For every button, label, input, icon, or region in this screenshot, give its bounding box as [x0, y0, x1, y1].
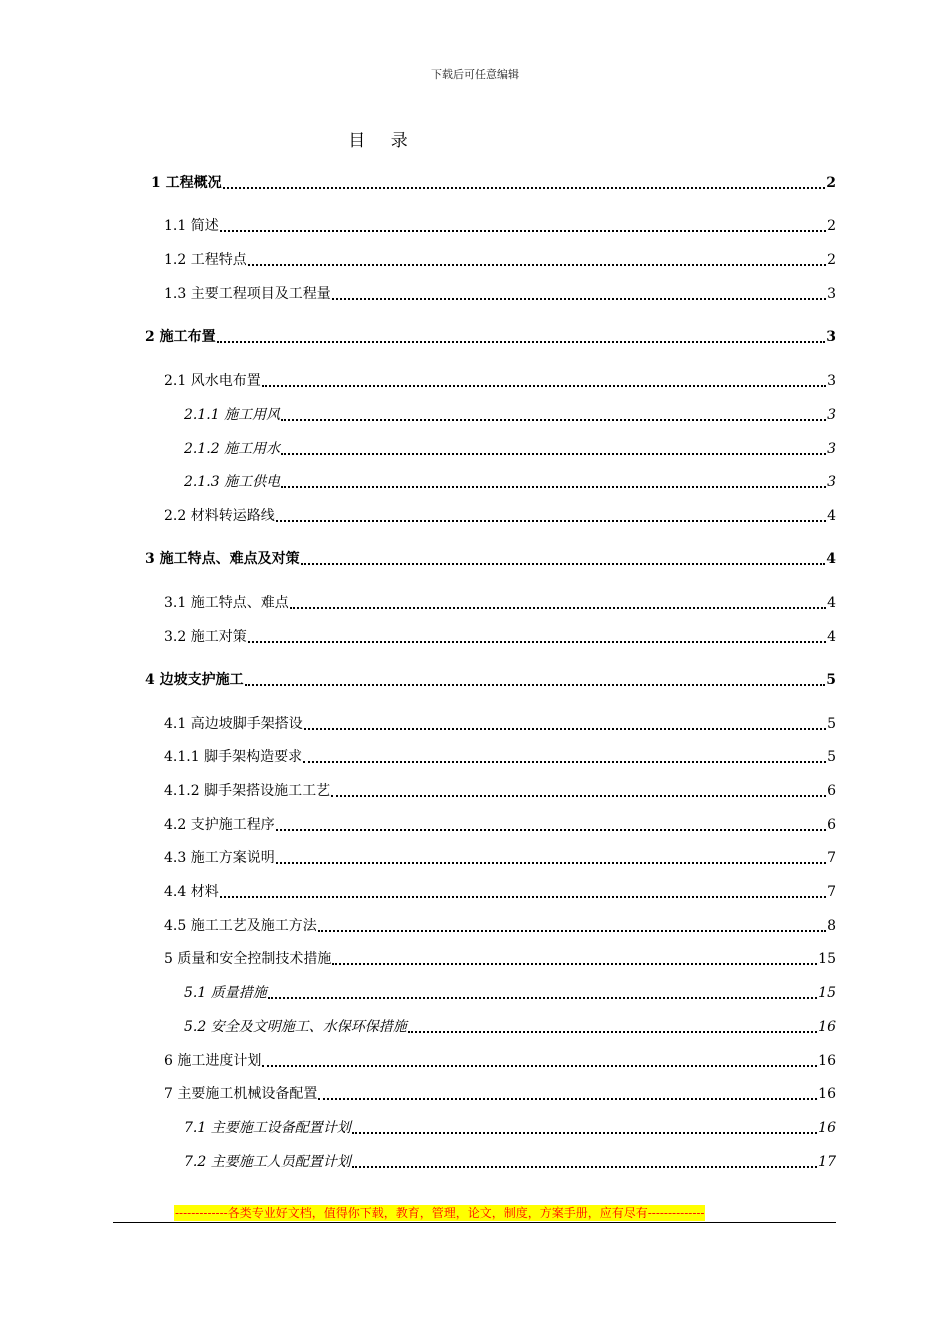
- dot-leader: [276, 815, 826, 831]
- toc-entry[interactable]: [164, 283, 836, 303]
- toc-entry-page: 3: [827, 407, 836, 423]
- toc-entry-page: 2: [827, 218, 836, 234]
- dot-leader: [276, 848, 826, 864]
- toc-entry[interactable]: [164, 948, 836, 968]
- toc-entry-text: 2.1.1 施工用风: [184, 407, 281, 423]
- toc-entry-page: 3: [827, 474, 836, 490]
- toc-entry-text: 2.2 材料转运路线: [164, 508, 275, 524]
- toc-title: 目 录: [348, 131, 418, 151]
- toc-entry[interactable]: [184, 471, 836, 491]
- toc-entry-text: 4.1.1 脚手架构造要求: [164, 749, 303, 765]
- dot-leader: [276, 506, 826, 522]
- toc-entry-page: 5: [827, 749, 836, 765]
- toc-entry-text: 5 质量和安全控制技术措施: [164, 951, 332, 967]
- toc-entry-text: 2.1.3 施工供电: [184, 474, 281, 490]
- toc-entry[interactable]: [145, 548, 836, 568]
- dot-leader: [331, 781, 826, 797]
- toc-entry[interactable]: [164, 1083, 836, 1103]
- dot-leader: [352, 1152, 817, 1168]
- toc-entry-text: 3.1 施工特点、难点: [164, 595, 289, 611]
- toc-entry-text: 4.4 材料: [164, 884, 219, 900]
- toc-entry-text: 1.3 主要工程项目及工程量: [164, 286, 331, 302]
- toc-entry-text: 1.1 简述: [164, 218, 219, 234]
- toc-entry-page: 15: [818, 951, 836, 967]
- toc-entry-page: 15: [818, 985, 836, 1001]
- dot-leader: [220, 216, 826, 232]
- toc-entry-page: 6: [827, 783, 836, 799]
- dot-leader: [248, 250, 826, 266]
- toc-entry[interactable]: [164, 626, 836, 646]
- dot-leader: [352, 1118, 817, 1134]
- toc-entry-page: 5: [827, 716, 836, 732]
- toc-entry-text: 4.2 支护施工程序: [164, 817, 275, 833]
- dot-leader: [318, 1084, 817, 1100]
- toc-entry-text: 1 工程概况: [151, 175, 222, 191]
- toc-entry-page: 4: [826, 551, 836, 567]
- dot-leader: [281, 472, 826, 488]
- toc-entry-text: 7.1 主要施工设备配置计划: [184, 1120, 351, 1136]
- toc-entry[interactable]: [151, 172, 836, 192]
- toc-entry-page: 3: [826, 329, 836, 345]
- toc-entry[interactable]: [184, 1016, 836, 1036]
- dot-leader: [318, 916, 826, 932]
- toc-entry[interactable]: [164, 370, 836, 390]
- toc-entry-page: 16: [818, 1053, 836, 1069]
- toc-entry-text: 5.2 安全及文明施工、水保环保措施: [184, 1019, 407, 1035]
- toc-entry[interactable]: [164, 881, 836, 901]
- toc-entry[interactable]: [184, 438, 836, 458]
- toc-entry-text: 4.3 施工方案说明: [164, 850, 275, 866]
- dot-leader: [262, 1051, 817, 1067]
- dot-leader: [301, 549, 826, 565]
- footer-divider: [113, 1222, 836, 1223]
- toc-entry[interactable]: [164, 780, 836, 800]
- toc-entry-text: 7.2 主要施工人员配置计划: [184, 1154, 351, 1170]
- toc-entry[interactable]: [145, 669, 836, 689]
- toc-entry-page: 4: [827, 595, 836, 611]
- toc-entry-text: 4 边坡支护施工: [145, 672, 244, 688]
- toc-entry-page: 7: [827, 850, 836, 866]
- toc-entry[interactable]: [164, 249, 836, 269]
- toc-entry-page: 7: [827, 884, 836, 900]
- dot-leader: [281, 405, 826, 421]
- toc-entry-text: 2.1.2 施工用水: [184, 441, 281, 457]
- toc-entry-text: 4.5 施工工艺及施工方法: [164, 918, 317, 934]
- toc-entry-page: 2: [827, 252, 836, 268]
- toc-entry-page: 16: [818, 1120, 836, 1136]
- dot-leader: [220, 882, 826, 898]
- dot-leader: [217, 327, 826, 343]
- toc-entry-page: 16: [818, 1086, 836, 1102]
- toc-entry-page: 8: [827, 918, 836, 934]
- toc-entry-page: 17: [818, 1154, 836, 1170]
- dot-leader: [223, 173, 826, 189]
- toc-entry-page: 16: [818, 1019, 836, 1035]
- toc-entry-page: 2: [826, 175, 836, 191]
- dot-leader: [332, 284, 826, 300]
- toc-entry[interactable]: [164, 592, 836, 612]
- toc-entry[interactable]: [145, 326, 836, 346]
- toc-entry[interactable]: [184, 982, 836, 1002]
- dot-leader: [304, 714, 826, 730]
- dot-leader: [281, 439, 826, 455]
- toc-entry-page: 3: [827, 441, 836, 457]
- toc-entry-text: 3.2 施工对策: [164, 629, 247, 645]
- toc-entry-page: 6: [827, 817, 836, 833]
- dot-leader: [268, 983, 817, 999]
- dot-leader: [408, 1017, 817, 1033]
- toc-entry[interactable]: [164, 215, 836, 235]
- toc-entry[interactable]: [164, 847, 836, 867]
- toc-entry[interactable]: [184, 1117, 836, 1137]
- toc-entry-page: 4: [827, 508, 836, 524]
- footer-banner: -------------各类专业好文档，值得你下载，教育，管理，论文，制度，方案手册，应有尽有--------------: [175, 1206, 705, 1220]
- dot-leader: [332, 949, 817, 965]
- toc-entry-text: 5.1 质量措施: [184, 985, 267, 1001]
- toc-entry-page: 5: [826, 672, 836, 688]
- toc-entry[interactable]: [164, 1050, 836, 1070]
- toc-entry[interactable]: [164, 915, 836, 935]
- toc-entry[interactable]: [164, 746, 836, 766]
- toc-entry-page: 3: [827, 373, 836, 389]
- toc-entry[interactable]: [184, 404, 836, 424]
- toc-entry-text: 1.2 工程特点: [164, 252, 247, 268]
- toc-entry[interactable]: [164, 814, 836, 834]
- dot-leader: [290, 593, 826, 609]
- toc-entry[interactable]: [164, 713, 836, 733]
- toc-entry-page: 4: [827, 629, 836, 645]
- dot-leader: [262, 371, 826, 387]
- toc-entry[interactable]: [184, 1151, 836, 1171]
- toc-entry-text: 6 施工进度计划: [164, 1053, 262, 1069]
- toc-entry-page: 3: [827, 286, 836, 302]
- toc-entry-text: 2.1 风水电布置: [164, 373, 261, 389]
- toc-entry-text: 2 施工布置: [145, 329, 216, 345]
- toc-entry-text: 4.1 高边坡脚手架搭设: [164, 716, 303, 732]
- dot-leader: [303, 747, 826, 763]
- page-header: 下载后可任意编辑: [431, 68, 519, 81]
- dot-leader: [248, 627, 826, 643]
- dot-leader: [245, 670, 826, 686]
- toc-entry-text: 7 主要施工机械设备配置: [164, 1086, 318, 1102]
- toc-entry-text: 3 施工特点、难点及对策: [145, 551, 300, 567]
- toc-entry-text: 4.1.2 脚手架搭设施工工艺: [164, 783, 331, 799]
- toc-entry[interactable]: [164, 505, 836, 525]
